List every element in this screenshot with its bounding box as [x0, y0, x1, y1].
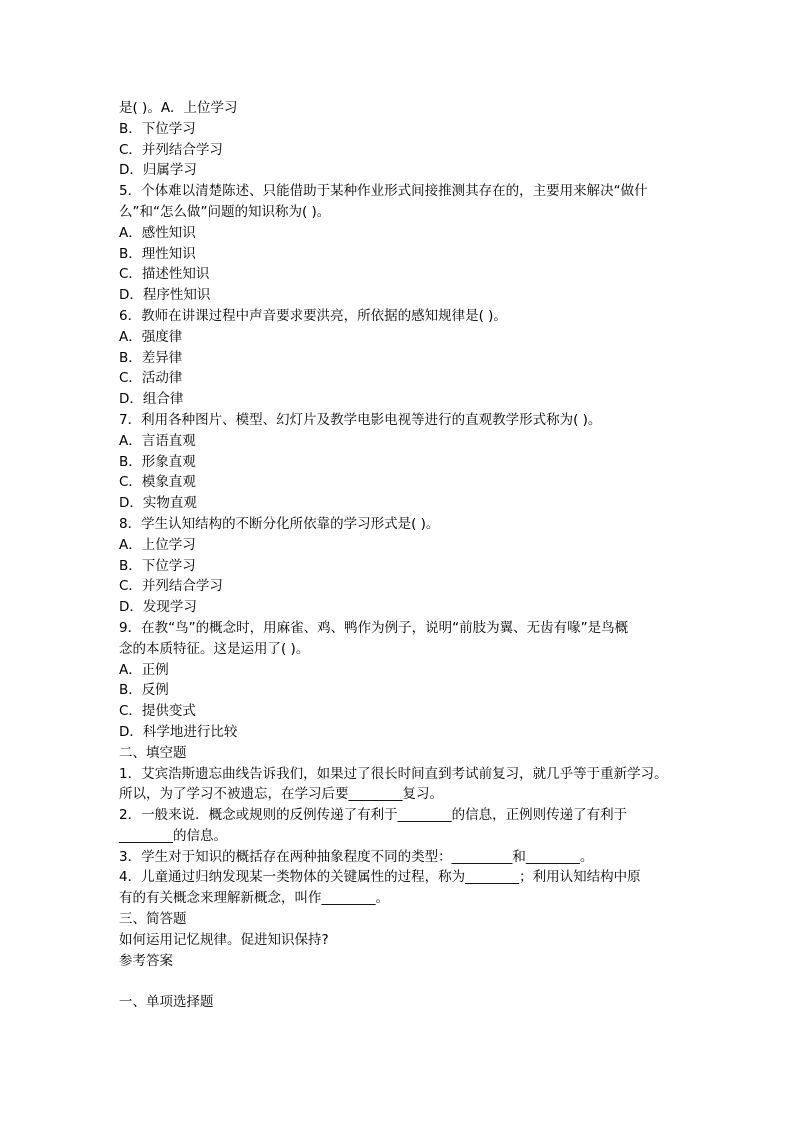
fill-question-1-line-2: 所以，为了学习不被遗忘，在学习后要________复习。	[119, 786, 443, 803]
q6-option-c: C．活动律	[119, 370, 183, 387]
section-heading-fill-in: 二、填空题	[119, 744, 187, 761]
short-answer-question: 如何运用记忆规律。促进知识保持?	[119, 931, 329, 948]
q6-option-d: D．组合律	[119, 391, 184, 408]
q4-option-c: C．并列结合学习	[119, 141, 223, 158]
fill-question-2-line-2: ________的信息。	[119, 827, 227, 844]
question-9-line-2: 念的本质特征。这是运用了( )。	[119, 640, 310, 657]
fill-question-3: 3．学生对于知识的概括存在两种抽象程度不同的类型：_________和________。	[119, 848, 594, 865]
fill-question-4-line-2: 有的有关概念来理解新概念，叫作________。	[119, 890, 389, 907]
reference-answers-label: 参考答案	[119, 952, 173, 969]
question-9-line-1: 9．在教“鸟”的概念时，用麻雀、鸡、鸭作为例子，说明“前肢为翼、无齿有喙”是鸟概	[119, 619, 629, 636]
document-page	[119, 98, 689, 1013]
q7-option-a: A．言语直观	[119, 432, 196, 449]
q4-option-b: B．下位学习	[119, 120, 196, 137]
question-6: 6．教师在讲课过程中声音要求要洪亮，所依据的感知规律是( )。	[119, 307, 507, 324]
q7-option-c: C．模象直观	[119, 474, 196, 491]
q4-option-d: D．归属学习	[119, 162, 197, 179]
q9-option-c: C．提供变式	[119, 703, 196, 720]
question-4-stem-end: 是( )。A．上位学习	[119, 100, 238, 116]
section-heading-short-answer: 三、简答题	[119, 911, 187, 928]
q5-option-b: B．理性知识	[119, 245, 196, 262]
question-7: 7．利用各种图片、模型、幻灯片及教学电影电视等进行的直观教学形式称为( )。	[119, 411, 602, 428]
q8-option-c: C．并列结合学习	[119, 578, 223, 595]
q8-option-a: A．上位学习	[119, 536, 196, 553]
q8-option-d: D．发现学习	[119, 599, 197, 616]
fill-question-4-line-1: 4．儿童通过归纳发现某一类物体的关键属性的过程，称为________；利用认知结构中原	[119, 869, 641, 886]
q8-option-b: B．下位学习	[119, 557, 196, 574]
q6-option-a: A．强度律	[119, 328, 183, 345]
q5-option-c: C．描述性知识	[119, 266, 210, 283]
question-5-line-2: 么”和“怎么做”问题的知识称为( )。	[119, 203, 331, 220]
q7-option-d: D．实物直观	[119, 495, 197, 512]
fill-question-2-line-1: 2．一般来说．概念或规则的反例传递了有利于________的信息，正例则传递了有利于	[119, 807, 628, 824]
q9-option-d: D．科学地进行比较	[119, 723, 238, 740]
q5-option-d: D．程序性知识	[119, 287, 211, 304]
q9-option-a: A．正例	[119, 661, 169, 678]
blank-line	[119, 971, 689, 992]
q5-option-a: A．感性知识	[119, 224, 196, 241]
q9-option-b: B．反例	[119, 682, 169, 699]
q6-option-b: B．差异律	[119, 349, 183, 366]
answer-section-heading: 一、单项选择题	[119, 994, 214, 1011]
question-8: 8．学生认知结构的不断分化所依靠的学习形式是( )。	[119, 515, 440, 532]
question-5-line-1: 5．个体难以清楚陈述、只能借助于某种作业形式间接推测其存在的，主要用来解决“做什	[119, 183, 648, 200]
fill-question-1-line-1: 1．艾宾浩斯遗忘曲线告诉我们，如果过了很长时间直到考试前复习，就几乎等于重新学习。	[119, 765, 668, 782]
q7-option-b: B．形象直观	[119, 453, 196, 470]
